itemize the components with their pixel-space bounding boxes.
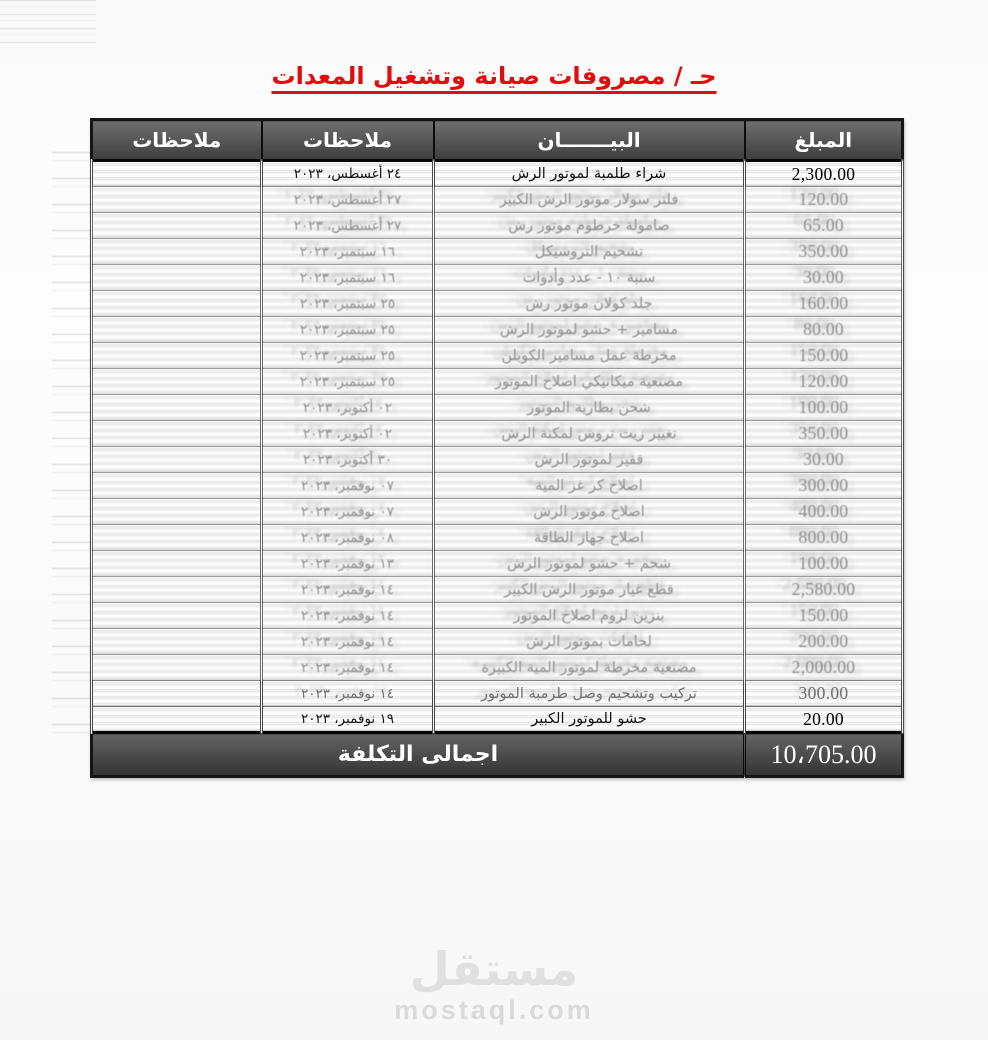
amount-cell: 2,580.00: [745, 577, 903, 603]
table-row: [92, 681, 903, 707]
notes-cell: [92, 473, 262, 499]
description-cell: بنزين لزوم اصلاح الموتور: [434, 603, 745, 629]
description-cell: شراء طلمبة لموتور الرش: [434, 161, 745, 187]
notes-cell: [92, 343, 262, 369]
date-cell: ١٦ سبتمبر، ٢٠٢٣: [262, 265, 434, 291]
scan-streaks-left-margin: [52, 152, 92, 740]
description-cell: اصلاح جهاز الطاقة: [434, 525, 745, 551]
amount-cell: 800.00: [745, 525, 903, 551]
amount-cell: 120.00: [745, 187, 903, 213]
description-cell: لحامات بموتور الرش: [434, 629, 745, 655]
date-cell: ٢٥ سبتمبر، ٢٠٢٣: [262, 343, 434, 369]
header-amount: المبلغ: [745, 120, 903, 161]
table-row: [92, 577, 903, 603]
total-amount: 10،705.00: [745, 733, 903, 777]
date-cell: ٠٧ نوفمبر، ٢٠٢٣: [262, 499, 434, 525]
amount-cell: 160.00: [745, 291, 903, 317]
amount-cell: 100.00: [745, 551, 903, 577]
date-cell: ١٩ نوفمبر، ٢٠٢٣: [262, 707, 434, 733]
header-notes: ملاحظات: [92, 120, 262, 161]
table-row: [92, 603, 903, 629]
amount-cell: 150.00: [745, 603, 903, 629]
notes-cell: [92, 239, 262, 265]
amount-cell: 400.00: [745, 499, 903, 525]
date-cell: ٢٥ سبتمبر، ٢٠٢٣: [262, 291, 434, 317]
notes-cell: [92, 707, 262, 733]
description-cell: سنبة ١٠ - عدد وأدوات: [434, 265, 745, 291]
table-row: [92, 499, 903, 525]
total-row: [92, 733, 903, 777]
table-row: [92, 187, 903, 213]
table-row: [92, 291, 903, 317]
mostaql-logo: مستقل: [409, 942, 579, 996]
description-cell: اصلاح موتور الرش: [434, 499, 745, 525]
amount-cell: 150.00: [745, 343, 903, 369]
description-cell: فلتر سولار موتور الرش الكبير: [434, 187, 745, 213]
date-cell: ١٤ نوفمبر، ٢٠٢٣: [262, 629, 434, 655]
table-row: [92, 525, 903, 551]
date-cell: ٠٢ أكتوبر، ٢٠٢٣: [262, 421, 434, 447]
date-cell: ١٤ نوفمبر، ٢٠٢٣: [262, 603, 434, 629]
table-row: [92, 473, 903, 499]
amount-cell: 2,300.00: [745, 161, 903, 187]
description-cell: صامولة خرطوم موتور رش: [434, 213, 745, 239]
amount-cell: 30.00: [745, 447, 903, 473]
notes-cell: [92, 395, 262, 421]
description-cell: مسامير + حشو لموتور الرش: [434, 317, 745, 343]
amount-cell: 200.00: [745, 629, 903, 655]
table-row: [92, 395, 903, 421]
amount-cell: 80.00: [745, 317, 903, 343]
notes-cell: [92, 291, 262, 317]
date-cell: ٢٧ أغسطس، ٢٠٢٣: [262, 213, 434, 239]
total-label: اجمالى التكلفة: [92, 733, 745, 777]
date-cell: ٢٤ أغسطس، ٢٠٢٣: [262, 161, 434, 187]
amount-cell: 350.00: [745, 239, 903, 265]
description-cell: شحن بطارية الموتور: [434, 395, 745, 421]
header-description: البيـــــــان: [434, 120, 745, 161]
table-row: [92, 655, 903, 681]
table-row: [92, 447, 903, 473]
date-cell: ٢٧ أغسطس، ٢٠٢٣: [262, 187, 434, 213]
description-cell: تغيير زيت تروس لمكنة الرش: [434, 421, 745, 447]
notes-cell: [92, 525, 262, 551]
description-cell: شحم + حشو لموتور الرش: [434, 551, 745, 577]
scan-streaks-top-left: [0, 0, 96, 46]
date-cell: ٢٥ سبتمبر، ٢٠٢٣: [262, 317, 434, 343]
mostaql-url: mostaql.com: [394, 994, 594, 1025]
description-cell: مصنعية ميكانيكي اصلاح الموتور: [434, 369, 745, 395]
notes-cell: [92, 187, 262, 213]
date-cell: ٠٧ نوفمبر، ٢٠٢٣: [262, 473, 434, 499]
description-cell: قفيز لموتور الرش: [434, 447, 745, 473]
table-row: [92, 317, 903, 343]
table-row: [92, 369, 903, 395]
amount-cell: 100.00: [745, 395, 903, 421]
notes-cell: [92, 655, 262, 681]
amount-cell: 300.00: [745, 681, 903, 707]
table-row: [92, 161, 903, 187]
notes-cell: [92, 317, 262, 343]
description-cell: اصلاح كر غز المية: [434, 473, 745, 499]
table-row: [92, 213, 903, 239]
amount-cell: 20.00: [745, 707, 903, 733]
table-row: [92, 707, 903, 733]
page-title: حـ / مصروفات صيانة وتشغيل المعدات: [271, 62, 717, 90]
date-cell: ٣٠ أكتوبر، ٢٠٢٣: [262, 447, 434, 473]
description-cell: تشحيم التروسيكل: [434, 239, 745, 265]
amount-cell: 2,000.00: [745, 655, 903, 681]
amount-cell: 120.00: [745, 369, 903, 395]
notes-cell: [92, 603, 262, 629]
notes-cell: [92, 161, 262, 187]
date-cell: ١٦ سبتمبر، ٢٠٢٣: [262, 239, 434, 265]
amount-cell: 350.00: [745, 421, 903, 447]
header-date-notes: ملاحظات: [262, 120, 434, 161]
table-row: [92, 239, 903, 265]
description-cell: تركيب وتشحيم وصل طرمبة الموتور: [434, 681, 745, 707]
table-row: [92, 421, 903, 447]
notes-cell: [92, 551, 262, 577]
description-cell: قطع غيار موتور الرش الكبير: [434, 577, 745, 603]
amount-cell: 65.00: [745, 213, 903, 239]
notes-cell: [92, 447, 262, 473]
description-cell: جلد كولان موتور رش: [434, 291, 745, 317]
amount-cell: 300.00: [745, 473, 903, 499]
expenses-table: [90, 118, 901, 778]
table-row: [92, 265, 903, 291]
description-cell: مخرطة عمل مسامير الكوبلن: [434, 343, 745, 369]
date-cell: ١٤ نوفمبر، ٢٠٢٣: [262, 681, 434, 707]
notes-cell: [92, 265, 262, 291]
notes-cell: [92, 213, 262, 239]
amount-cell: 30.00: [745, 265, 903, 291]
notes-cell: [92, 421, 262, 447]
date-cell: ٠٨ نوفمبر، ٢٠٢٣: [262, 525, 434, 551]
table-row: [92, 343, 903, 369]
notes-cell: [92, 369, 262, 395]
description-cell: مصنعية مخرطة لموتور المية الكبيرة: [434, 655, 745, 681]
date-cell: ١٣ نوفمبر، ٢٠٢٣: [262, 551, 434, 577]
table-header-row: [92, 120, 903, 161]
watermark: [0, 944, 988, 1026]
description-cell: حشو للموتور الكبير: [434, 707, 745, 733]
date-cell: ١٤ نوفمبر، ٢٠٢٣: [262, 577, 434, 603]
notes-cell: [92, 577, 262, 603]
table-row: [92, 551, 903, 577]
notes-cell: [92, 499, 262, 525]
date-cell: ٠٢ أكتوبر، ٢٠٢٣: [262, 395, 434, 421]
notes-cell: [92, 681, 262, 707]
table-row: [92, 629, 903, 655]
notes-cell: [92, 629, 262, 655]
date-cell: ١٤ نوفمبر، ٢٠٢٣: [262, 655, 434, 681]
date-cell: ٢٥ سبتمبر، ٢٠٢٣: [262, 369, 434, 395]
